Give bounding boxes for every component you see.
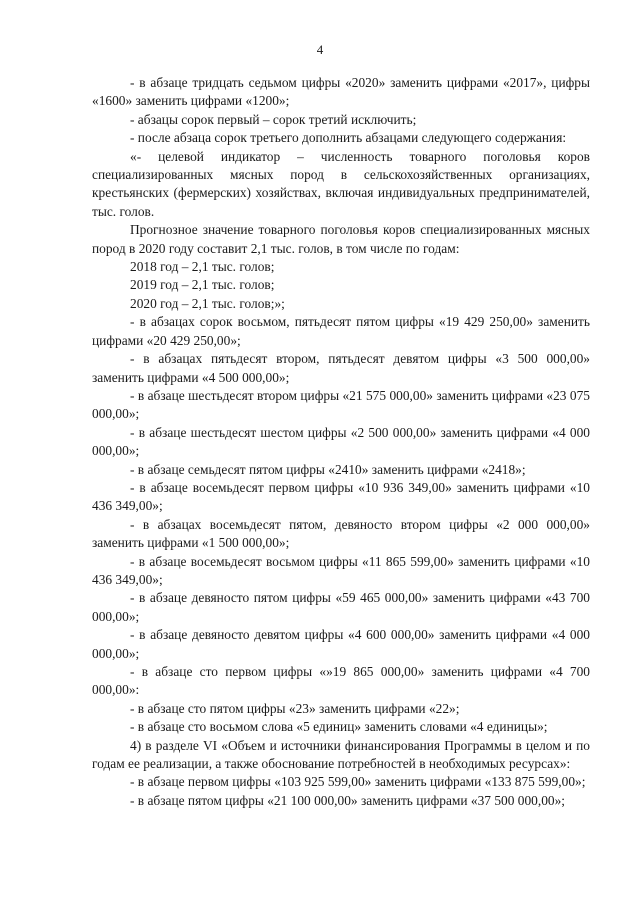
paragraph-8: 2020 год – 2,1 тыс. голов;»; [130, 295, 285, 311]
document-body [92, 74, 590, 810]
paragraph-10: - в абзацах пятьдесят втором, пятьдесят девятом цифры «3 500 000,00» заменить цифрами «4 500 000,00»; [92, 351, 590, 385]
paragraph-22: 4) в разделе VI «Объем и источники финансирования Программы в целом и по годам ее реализации, а также обоснование потребностей в необходимых ресурсах»: [92, 737, 590, 772]
paragraph-5: Прогнозное значение товарного поголовья коров специализированных мясных пород в 2020 году составит 2,1 тыс. голов, в том числе по годам: [92, 222, 590, 256]
paragraph-4: «- целевой индикатор – численность товарного поголовья коров специализированных мясных пород в сельскохозяйственных организациях, крестьянских (фермерских) хозяйствах, включая индивидуальных предпринимателей, тыс. голов. [92, 148, 590, 219]
paragraph-1: - в абзаце тридцать седьмом цифры «2020» заменить цифрами «2017», цифры «1600» заменить цифрами «1200»; [92, 75, 590, 109]
paragraph-16: - в абзаце восемьдесят восьмом цифры «11 865 599,00» заменить цифрами «10 436 349,00»; [92, 553, 590, 587]
paragraph-2: - абзацы сорок первый – сорок третий исключить; [130, 111, 417, 127]
paragraph-6: 2018 год – 2,1 тыс. голов; [130, 259, 275, 275]
paragraph-13: - в абзаце семьдесят пятом цифры «2410» заменить цифрами «2418»; [130, 461, 526, 477]
paragraph-7: 2019 год – 2,1 тыс. голов; [130, 277, 275, 293]
paragraph-9: - в абзацах сорок восьмом, пятьдесят пятом цифры «19 429 250,00» заменить цифрами «20 429 250,00»; [92, 314, 590, 348]
paragraph-24: - в абзаце пятом цифры «21 100 000,00» заменить цифрами «37 500 000,00»; [130, 792, 565, 808]
paragraph-14: - в абзаце восемьдесят первом цифры «10 936 349,00» заменить цифрами «10 436 349,00»; [92, 479, 590, 514]
paragraph-20: - в абзаце сто пятом цифры «23» заменить цифрами «22»; [130, 700, 460, 716]
paragraph-18: - в абзаце девяносто девятом цифры «4 600 000,00» заменить цифрами «4 000 000,00»; [92, 627, 590, 661]
paragraph-11: - в абзаце шестьдесят втором цифры «21 575 000,00» заменить цифрами «23 075 000,00»; [92, 387, 590, 422]
paragraph-21: - в абзаце сто восьмом слова «5 единиц» заменить словами «4 единицы»; [130, 719, 548, 735]
paragraph-15: - в абзацах восемьдесят пятом, девяносто втором цифры «2 000 000,00» заменить цифрами «1 500 000,00»; [92, 516, 590, 551]
page-number: 4 [316, 42, 324, 57]
paragraph-12: - в абзаце шестьдесят шестом цифры «2 500 000,00» заменить цифрами «4 000 000,00»; [92, 424, 590, 459]
paragraph-3: - после абзаца сорок третьего дополнить абзацами следующего содержания: [130, 130, 567, 146]
paragraph-19: - в абзаце сто первом цифры «»19 865 000,00» заменить цифрами «4 700 000,00»: [92, 664, 590, 698]
paragraph-17: - в абзаце девяносто пятом цифры «59 465 000,00» заменить цифрами «43 700 000,00»; [92, 590, 590, 624]
paragraph-23: - в абзаце первом цифры «103 925 599,00» заменить цифрами «133 875 599,00»; [130, 774, 586, 790]
